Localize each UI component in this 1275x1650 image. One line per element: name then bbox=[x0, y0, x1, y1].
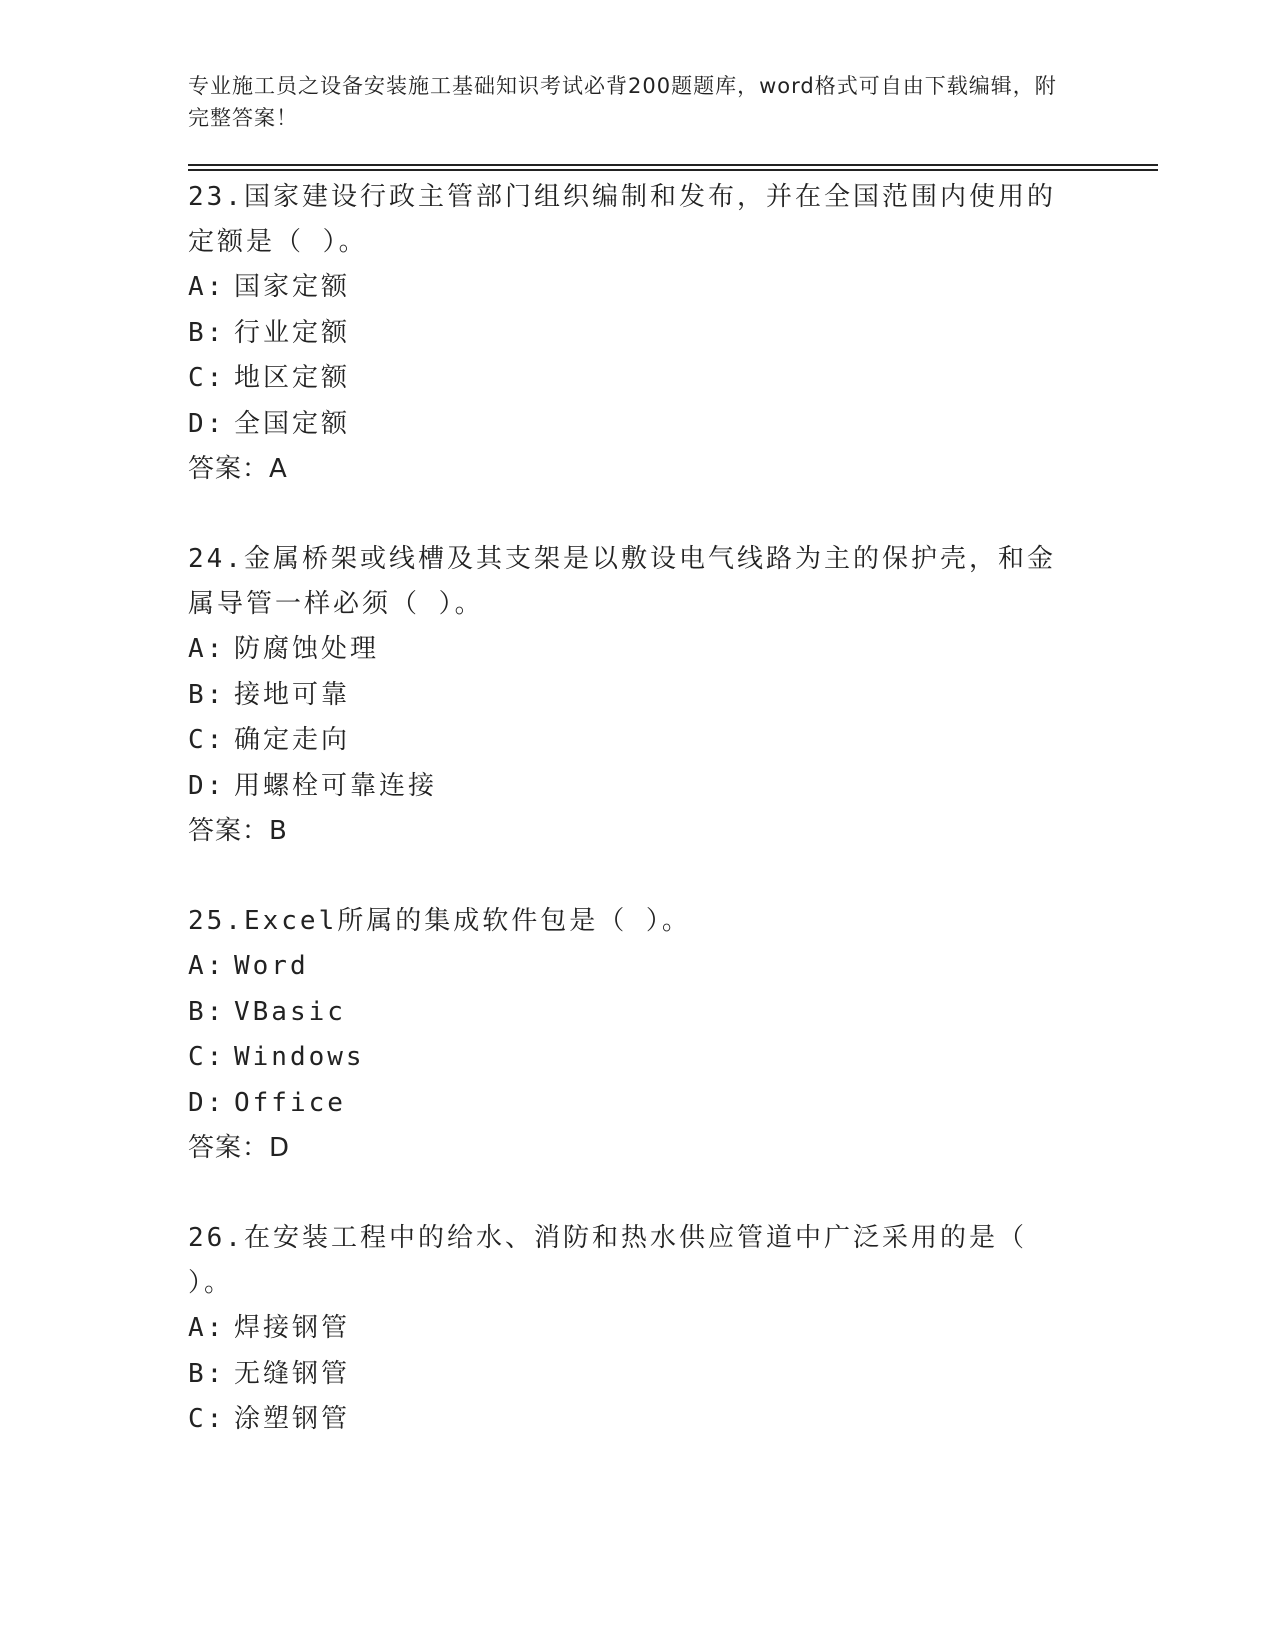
option-letter: C: bbox=[188, 363, 226, 393]
option-text: 接地可靠 bbox=[234, 679, 351, 710]
question-stem: 23.国家建设行政主管部门组织编制和发布，并在全国范围内使用的定额是（ ）。 bbox=[188, 182, 1056, 257]
option-letter: C: bbox=[188, 1042, 226, 1072]
answer-option bbox=[188, 944, 1158, 990]
option-letter: B: bbox=[188, 679, 226, 710]
answer-option bbox=[188, 718, 1158, 764]
answer-option bbox=[188, 1306, 1158, 1352]
document-page bbox=[188, 70, 1158, 1443]
option-letter: A: bbox=[188, 951, 226, 981]
answer-option bbox=[188, 311, 1158, 357]
option-text: Windows bbox=[234, 1042, 365, 1072]
option-text: 确定走向 bbox=[234, 725, 351, 755]
answer-option bbox=[188, 673, 1158, 719]
document-header: 专业施工员之设备安装施工基础知识考试必背200题题库，word格式可自由下载编辑，附完整答案！ bbox=[188, 74, 1057, 130]
answer-option bbox=[188, 265, 1158, 311]
answer-option bbox=[188, 990, 1158, 1036]
question-block bbox=[188, 175, 1158, 492]
answer-option bbox=[188, 1035, 1158, 1081]
option-letter: A: bbox=[188, 634, 226, 664]
option-letter: B: bbox=[188, 996, 226, 1027]
answer-option bbox=[188, 1397, 1158, 1443]
answer-key: 答案：A bbox=[188, 454, 288, 484]
option-letter: C: bbox=[188, 1404, 226, 1434]
answer-option bbox=[188, 764, 1158, 810]
option-text: 焊接钢管 bbox=[234, 1313, 351, 1343]
question-stem: 25.Excel所属的集成软件包是（ ）。 bbox=[188, 906, 691, 936]
answer-option bbox=[188, 1081, 1158, 1127]
option-text: 行业定额 bbox=[234, 317, 351, 348]
option-text: VBasic bbox=[234, 996, 346, 1027]
option-text: 国家定额 bbox=[234, 272, 351, 302]
option-text: 无缝钢管 bbox=[234, 1358, 351, 1389]
question-stem: 26.在安装工程中的给水、消防和热水供应管道中广泛采用的是（ ）。 bbox=[188, 1223, 1027, 1298]
option-letter: D: bbox=[188, 1087, 226, 1118]
option-letter: B: bbox=[188, 317, 226, 348]
option-text: Word bbox=[234, 951, 309, 981]
option-text: 地区定额 bbox=[234, 363, 351, 393]
option-text: Office bbox=[234, 1087, 346, 1118]
answer-key: 答案：B bbox=[188, 816, 288, 846]
option-letter: B: bbox=[188, 1358, 226, 1389]
answer-option bbox=[188, 1352, 1158, 1398]
question-block bbox=[188, 899, 1158, 1171]
question-block bbox=[188, 1216, 1158, 1443]
question-stem: 24.金属桥架或线槽及其支架是以敷设电气线路为主的保护壳，和金属导管一样必须（ ）。 bbox=[188, 544, 1056, 619]
answer-option bbox=[188, 356, 1158, 402]
option-letter: D: bbox=[188, 408, 226, 439]
answer-option bbox=[188, 627, 1158, 673]
option-text: 全国定额 bbox=[234, 408, 351, 439]
option-text: 用螺栓可靠连接 bbox=[234, 770, 438, 801]
option-letter: D: bbox=[188, 770, 226, 801]
option-letter: A: bbox=[188, 1313, 226, 1343]
option-letter: A: bbox=[188, 272, 226, 302]
answer-key: 答案：D bbox=[188, 1133, 291, 1163]
option-text: 涂塑钢管 bbox=[234, 1404, 351, 1434]
option-letter: C: bbox=[188, 725, 226, 755]
header-divider bbox=[188, 164, 1158, 171]
answer-option bbox=[188, 402, 1158, 448]
option-text: 防腐蚀处理 bbox=[234, 634, 380, 664]
question-block bbox=[188, 537, 1158, 854]
question-list bbox=[188, 175, 1158, 1443]
